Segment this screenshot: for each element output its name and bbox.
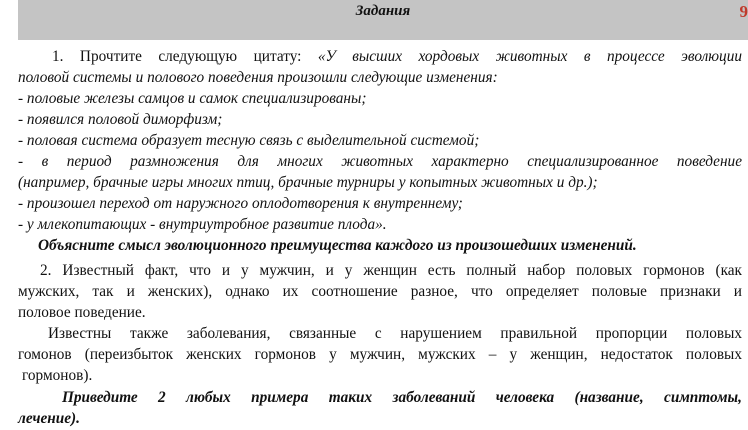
task1-quote-start: «У высших хордовых животных в процессе эволюции — [317, 48, 742, 65]
task2-para2-line: гомонов (переизбыток женских гормонов у мужчин, мужских – у женщин, недостаток половых — [18, 346, 742, 363]
task1-quote-line: половой системы и полового поведения произошли следующие изменения: — [18, 69, 498, 86]
task2-para1-line: 2. Известный факт, что и у мужчин, и у женщин есть полный набор половых гормонов (как — [40, 262, 742, 279]
task1-item: - произошел переход от наружного оплодотворения к внутреннему; — [18, 195, 463, 212]
task1-item: - половые железы самцов и самок специализированы; — [18, 90, 367, 107]
task1-item: - в период размножения для многих животных характерно специализированное поведение — [18, 153, 742, 170]
task1-intro-label: 1. Прочтите следующую цитату: — [52, 48, 318, 65]
task2-question: Приведите 2 любых примера таких заболеваний человека (название, симптомы, — [62, 389, 742, 406]
page-title: Задания — [355, 3, 411, 19]
task1-intro-line — [18, 46, 742, 67]
corner-mark: 9 — [739, 2, 748, 21]
task1-item: - у млекопитающих - внутриутробное развитие плода». — [18, 216, 387, 233]
task2-para1-line: мужских, так и женских), однако их соотношение разное, что определяет половые признаки и — [18, 283, 742, 300]
task1-item: (например, брачные игры многих птиц, брачные турниры у копытных животных и др.); — [18, 174, 598, 191]
task1-item: - появился половой диморфизм; — [18, 111, 223, 128]
task1-item: - половая система образует тесную связь с выделительной системой; — [18, 132, 480, 149]
task2-para1-line: половое поведение. — [18, 304, 146, 321]
task2-para2-line: гормонов). — [22, 367, 93, 384]
task1-question: Объясните смысл эволюционного преимущества каждого из произошедших изменений. — [38, 237, 637, 254]
task2-question-cont: лечение). — [18, 410, 80, 427]
header-bar — [18, 0, 748, 40]
task2-para2-line: Известны также заболевания, связанные с нарушением правильной пропорции половых — [48, 325, 742, 342]
